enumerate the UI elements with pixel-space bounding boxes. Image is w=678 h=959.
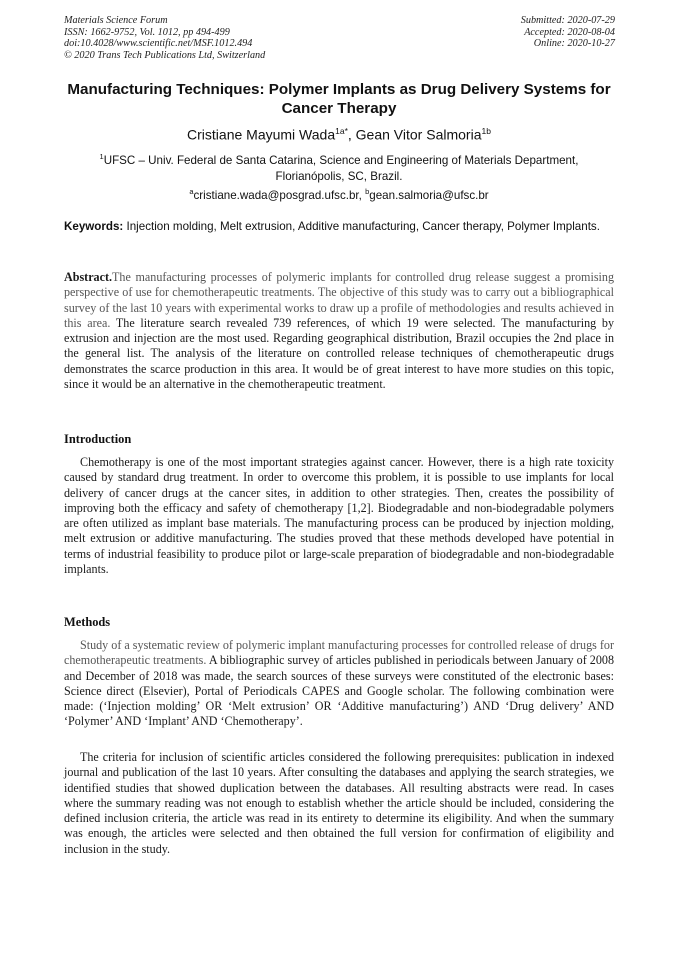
email-separator: , <box>358 188 366 202</box>
email-mark: a <box>189 187 194 196</box>
journal-header-info <box>64 15 265 61</box>
author-name: Gean Vitor Salmoria <box>355 126 482 143</box>
author-list <box>56 122 622 144</box>
doi-line: doi:10.4028/www.scientific.net/MSF.1012.494 <box>64 38 253 50</box>
section-heading: Introduction <box>64 432 132 446</box>
submitted-date: Submitted: 2020-07-29 <box>520 15 615 26</box>
email-mark: b <box>365 187 370 196</box>
copyright-line: © 2020 Trans Tech Publications Ltd, Switzerland <box>64 49 266 61</box>
abstract-label: Abstract. <box>64 270 113 284</box>
keywords-text: Injection molding, Melt extrusion, Additive manufacturing, Cancer therapy, Polymer Implants. <box>126 220 600 233</box>
accepted-date: Accepted: 2020-08-04 <box>524 26 615 38</box>
paper-title: Manufacturing Techniques: Polymer Implants as Drug Delivery Systems for Cancer Therapy <box>67 81 611 117</box>
methods-text: A bibliographic survey of articles published in periodicals between January of 2008 and December of 2018 was made, the search sources of these surveys were constituted of the electronic bases: Science direct (Elsevier), Portal of Periodicals CAPES and Google scholar. The following combination were made: (‘Injection molding’ OR ‘Melt extrusion’ OR ‘Additive manufacturing’) AND ‘Drug delivery’ AND ‘Polymer’ AND ‘Implant’ AND ‘Chemotherapy’. <box>64 653 614 729</box>
publication-dates <box>521 15 615 50</box>
keywords <box>64 219 614 234</box>
author-emails <box>56 184 622 203</box>
abstract-text: The literature search revealed 739 references, of which 19 were selected. The manufacturing by extrusion and injection are the most used. Regarding geographical distribution, Brazil occupies the 2nd place in the general list. The analysis of the literature on controlled release techniques of chemotherapeutic drugs demonstrates the scarce production in this area. It would be of great interest to have more studies on this topic, since it would be an alternative in the chemotherapeutic treatment. <box>64 315 614 391</box>
abstract-text: The manufacturing processes of polymeric implants for controlled drug release suggest a promising perspective of use for chemotherapeutic treatments. The objective of this study was to carry out a bibliographical survey of the last 10 years with experimental works to draw up a profile of methodologies and results achieved in this area. <box>64 270 614 330</box>
email-link[interactable]: cristiane.wada@posgrad.ufsc.br <box>193 188 359 202</box>
methods-text: Study of a systematic review of polymeric implant manufacturing processes for controlled release of drugs for chemotherapeutic treatments. <box>64 638 614 668</box>
author-affiliation-mark: 1a* <box>335 126 348 136</box>
methods-paragraph <box>64 638 614 730</box>
affiliation <box>70 149 608 185</box>
abstract <box>64 270 614 392</box>
author-name: Cristiane Mayumi Wada <box>187 126 336 143</box>
online-date: Online: 2020-10-27 <box>533 38 615 50</box>
methods-paragraph: The criteria for inclusion of scientific articles considered the following prerequisites: publication in indexed journal and publication of the last 10 years. After consulting the databases and applying the search strategies, we identified studies that showed duplication between the databases. All resulting abstracts were read. In cases where the summary reading was not enough to establish whether the article should be included, considering the defined inclusion criteria, the article was read in its entirety to determine its eligibility. And when the summary was enough, the articles were selected and then obtained the full version for confirmation of eligibility and inclusion in the study. <box>64 750 614 856</box>
affiliation-mark: 1 <box>99 152 104 161</box>
issn-line: ISSN: 1662-9752, Vol. 1012, pp 494-499 <box>64 26 230 38</box>
journal-name: Materials Science Forum <box>64 15 168 26</box>
author-affiliation-mark: 1b <box>481 126 491 136</box>
author-separator: , <box>347 126 356 143</box>
section-heading: Methods <box>64 615 111 629</box>
affiliation-text: UFSC – Univ. Federal de Santa Catarina, Science and Engineering of Materials Department, Florianópolis, SC, Brazil. <box>103 153 579 183</box>
keywords-label: Keywords: <box>64 220 124 233</box>
introduction-paragraph: Chemotherapy is one of the most important strategies against cancer. However, there is a high rate toxicity caused by standard drug treatment. In order to overcome this problem, it is possible to use implants for local delivery of cancer drugs at the cancer sites, in addition to other strategies. Then, creates the possibility of improving both the efficacy and safety of chemotherapy [1,2]. Biodegradable and non-biodegradable polymers are often utilized as implant base materials. The manufacturing process can be produced by injection molding, melt extrusion or additive manufacturing. The studies proved that these methods developed have potential in terms of industrial feasibility to produce pilot or large-scale preparation of biodegradable and non-biodegradable implants. <box>64 455 614 576</box>
email-link[interactable]: gean.salmoria@ufsc.br <box>369 188 489 202</box>
